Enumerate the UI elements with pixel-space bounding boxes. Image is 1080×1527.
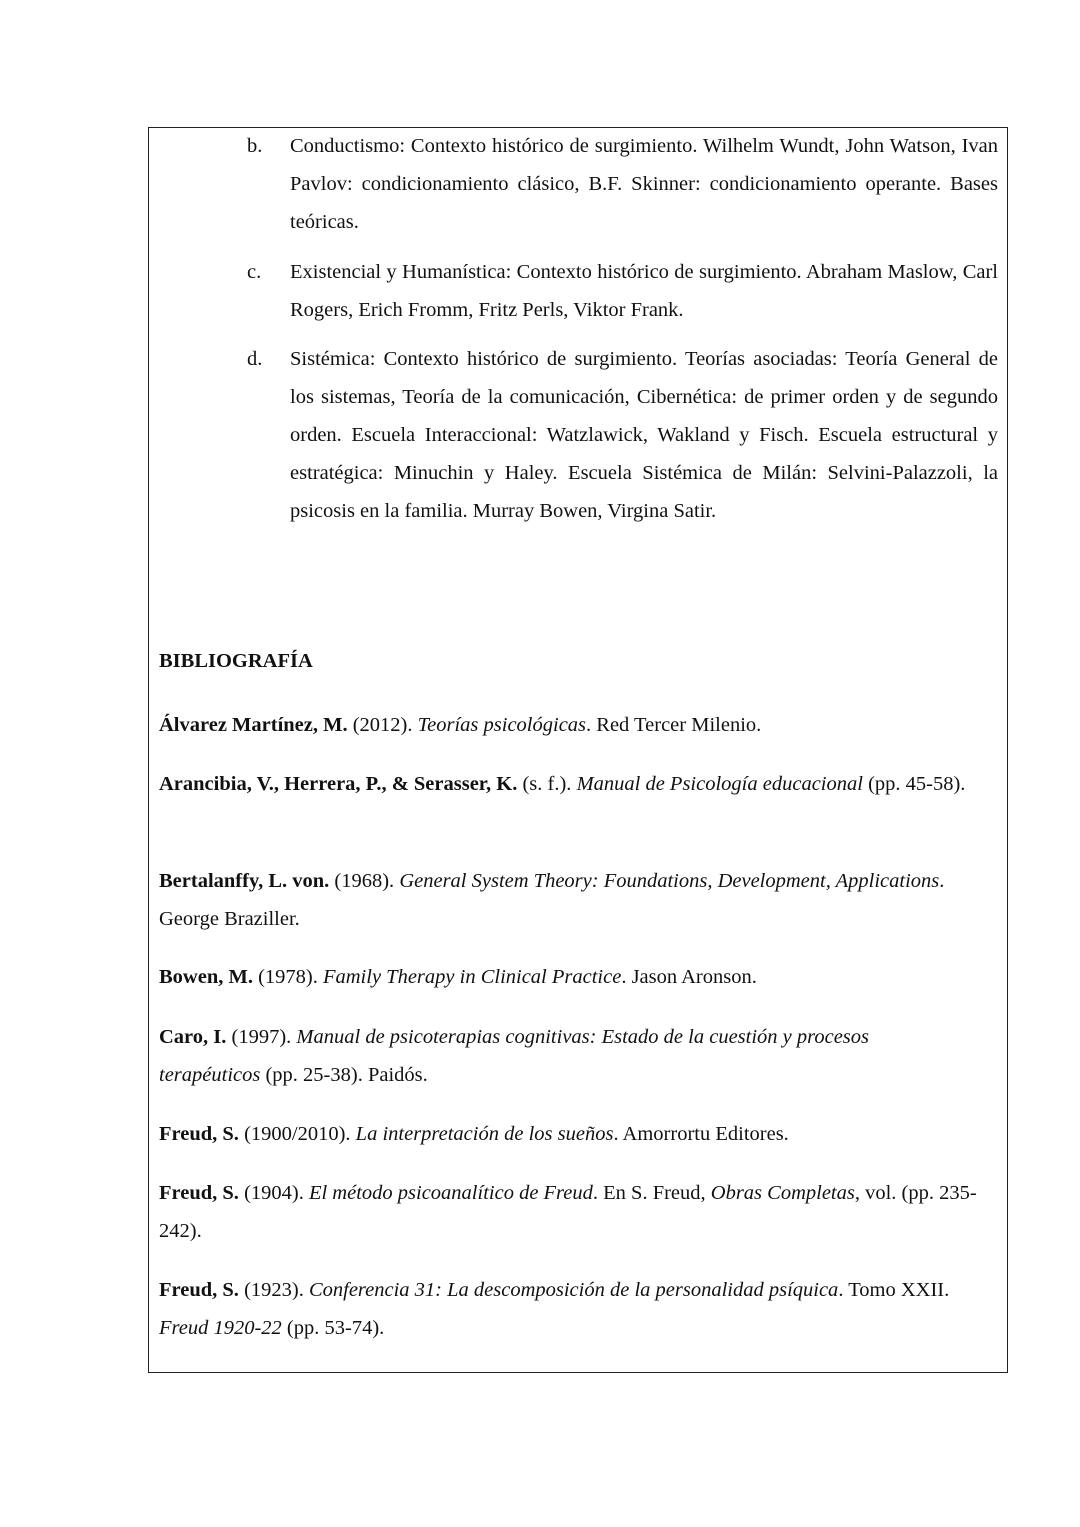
ref-year: (1904). <box>238 1182 309 1204</box>
ref-rest: . Red Tercer Milenio. <box>586 714 762 736</box>
ref-rest: . Amorrortu Editores. <box>613 1123 789 1145</box>
ref-year: (1997). <box>226 1026 297 1048</box>
ref-title-2: Freud 1920-22 <box>159 1317 282 1339</box>
ref-year: (s. f.). <box>517 773 577 795</box>
ref-title: La interpretación de los sueños <box>355 1123 614 1145</box>
ref-title: El método psicoanalítico de Freud <box>308 1182 593 1204</box>
ref-title: Manual de Psicología educacional <box>576 773 863 795</box>
ref-rest-2: , vol. (pp. 235-242). <box>159 1182 977 1242</box>
ref-author: Arancibia, V., Herrera, P., & Serasser, K. <box>159 773 518 795</box>
reference-7 <box>159 1174 999 1250</box>
reference-2 <box>159 765 999 803</box>
reference-8 <box>159 1271 959 1347</box>
ref-year: (2012). <box>347 714 418 736</box>
ref-author: Bowen, M. <box>159 966 253 988</box>
list-letter: b. <box>247 135 263 157</box>
ref-title: Teorías psicológicas <box>417 714 587 736</box>
list-text: Conductismo: Contexto histórico de surgimiento. Wilhelm Wundt, John Watson, Ivan Pavlov: condicionamiento clásico, B.F. Skinner: condicionamiento operante. Bases teóricas. <box>290 135 998 233</box>
ref-author: Álvarez Martínez, M. <box>159 714 348 736</box>
ref-title: Family Therapy in Clinical Practice <box>322 966 622 988</box>
ref-author: Freud, S. <box>159 1123 239 1145</box>
ref-title: General System Theory: Foundations, Development, Applications <box>399 870 940 892</box>
ref-author: Freud, S. <box>159 1279 239 1301</box>
ref-rest-2: (pp. 53-74). <box>281 1317 385 1339</box>
reference-1 <box>159 706 999 744</box>
ref-rest: (pp. 45-58). <box>862 773 966 795</box>
ref-year: (1968). <box>329 870 400 892</box>
bibliography-heading: BIBLIOGRAFÍA <box>159 650 313 672</box>
reference-3 <box>159 862 999 938</box>
ref-rest: . En S. Freud, <box>592 1182 711 1204</box>
ref-author: Bertalanffy, L. von. <box>159 870 330 892</box>
ref-rest: . Tomo XXII. <box>838 1279 950 1301</box>
ref-rest: . Jason Aronson. <box>621 966 757 988</box>
ref-author: Caro, I. <box>159 1026 227 1048</box>
reference-4 <box>159 958 999 996</box>
ref-rest: (pp. 25-38). Paidós. <box>260 1064 428 1086</box>
ref-title-2: Obras Completas <box>710 1182 855 1204</box>
content-frame <box>148 127 1008 1373</box>
list-text: Sistémica: Contexto histórico de surgimiento. Teorías asociadas: Teoría General de los sistemas, Teoría de la comunicación, Cibernética: de primer orden y de segundo orden. Escuela Interaccional: Watzlawick, Wakland y Fisch. Escuela estructural y estratégica: Minuchin y Haley. Escuela Sistémica de Milán: Selvini-Palazzoli, la psicosis en la familia. Murray Bowen, Virgina Satir. <box>290 348 998 522</box>
list-letter: c. <box>247 261 262 283</box>
ref-title: Conferencia 31: La descomposición de la personalidad psíquica <box>308 1279 839 1301</box>
ref-year: (1978). <box>252 966 323 988</box>
ref-author: Freud, S. <box>159 1182 239 1204</box>
reference-6 <box>159 1115 999 1153</box>
list-letter: d. <box>247 348 263 370</box>
ref-year: (1923). <box>238 1279 309 1301</box>
ref-title: Manual de psicoterapias cognitivas: Estado de la cuestión y procesos terapéuticos <box>159 1026 870 1086</box>
ref-rest: . George Braziller. <box>159 870 945 930</box>
list-text: Existencial y Humanística: Contexto histórico de surgimiento. Abraham Maslow, Carl Rogers, Erich Fromm, Fritz Perls, Viktor Frank. <box>290 261 998 321</box>
reference-5 <box>159 1018 929 1094</box>
ref-year: (1900/2010). <box>238 1123 356 1145</box>
